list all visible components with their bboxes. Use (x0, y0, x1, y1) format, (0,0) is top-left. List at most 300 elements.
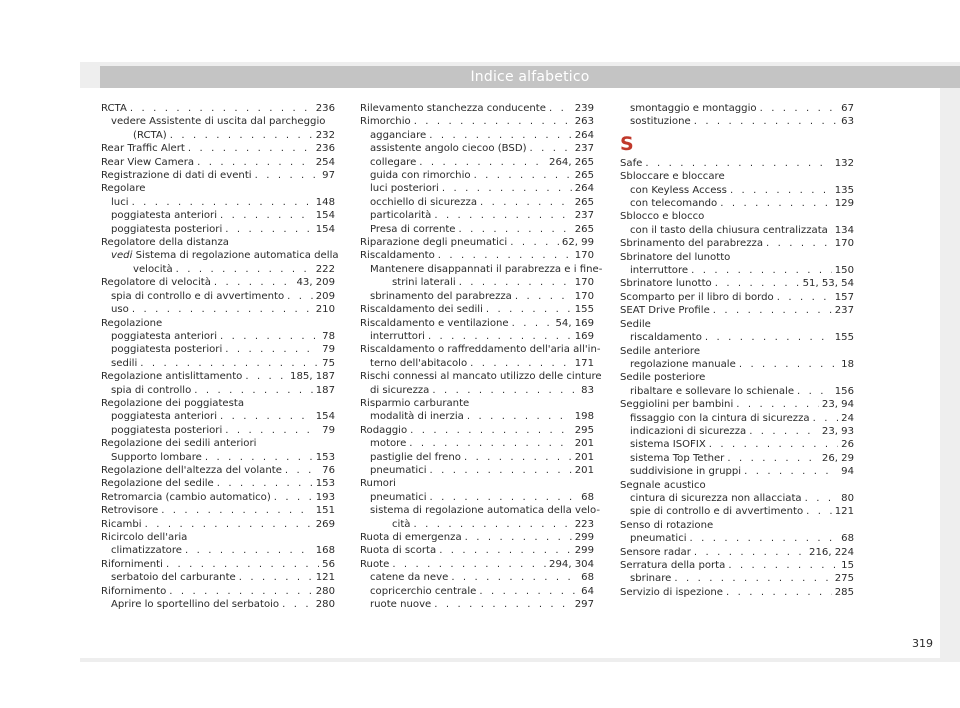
index-entry (620, 398, 854, 411)
entry-term: Serratura della porta (620, 560, 726, 571)
index-entry (101, 142, 335, 155)
entry-page: 237 (834, 305, 854, 317)
entry-page: 75 (322, 357, 335, 369)
index-entry (101, 518, 335, 531)
entry-page: 148 (315, 196, 335, 208)
entry-term: smontaggio e montaggio (630, 103, 757, 114)
dot-leader (419, 156, 546, 169)
entry-term: Servizio di ispezione (620, 586, 724, 598)
dot-leader (434, 598, 571, 611)
entry-page: 155 (834, 332, 854, 344)
entry-term: Rodaggio (360, 424, 408, 436)
entry-term: motore (370, 438, 407, 450)
entry-term: Ricircolo dell'aria (101, 532, 188, 543)
entry-page: 18 (841, 358, 854, 370)
index-entry (360, 276, 594, 289)
dot-leader (239, 571, 313, 584)
index-entry (620, 505, 854, 518)
index-entry (620, 559, 854, 572)
index-entry (101, 115, 335, 128)
entry-term: Seggiolini per bambini (620, 399, 734, 411)
index-entry (360, 343, 601, 356)
index-entry (101, 464, 335, 477)
dot-leader (285, 464, 319, 477)
entry-term: Regolatore di velocità (101, 277, 211, 289)
index-entry (101, 410, 335, 423)
index-entry (101, 156, 335, 169)
dot-leader (730, 184, 832, 197)
entry-term: RCTA (101, 103, 127, 114)
entry-term: Sedile posteriore (620, 372, 706, 384)
index-entry (101, 357, 335, 370)
entry-term: spia di controllo (111, 384, 192, 396)
entry-page: 185, 187 (290, 371, 335, 383)
entry-term: Riparazione degli pneumatici (360, 237, 508, 249)
index-entry (360, 437, 594, 450)
dot-leader (459, 223, 572, 236)
index-entry (101, 451, 335, 464)
index-entry (360, 169, 594, 182)
index-entry (101, 424, 335, 437)
dot-leader (806, 505, 832, 518)
entry-page: 223 (574, 518, 594, 530)
index-entry (360, 142, 594, 155)
index-entry (101, 236, 335, 249)
dot-leader (805, 492, 839, 505)
index-entry (620, 291, 854, 304)
dot-leader (220, 209, 313, 222)
entry-term: uso (111, 304, 129, 316)
entry-term: Rear View Camera (101, 156, 195, 168)
entry-term: Senso di rotazione (620, 519, 714, 531)
entry-term: sistema Top Tether (630, 452, 725, 464)
index-entry (360, 223, 594, 236)
dot-leader (197, 156, 313, 169)
entry-term: Ruota di scorta (360, 545, 437, 557)
dot-leader (474, 169, 572, 182)
entry-term: Regolazione del sedile (101, 478, 214, 490)
dot-leader (715, 277, 800, 290)
index-entry (101, 209, 335, 222)
entry-page: 67 (841, 103, 854, 114)
index-entry (360, 102, 594, 115)
entry-term: poggiatesta posteriori (111, 424, 223, 436)
entry-term: Sbloccare e bloccare (620, 171, 725, 183)
entry-term: occhiello di sicurezza (370, 196, 478, 208)
entry-page: 68 (581, 491, 594, 503)
entry-page: 264 (574, 129, 594, 141)
dot-leader (512, 317, 553, 330)
dot-leader (705, 331, 832, 344)
entry-page: 135 (834, 184, 854, 196)
dot-leader (797, 385, 832, 398)
entry-term: sbrinamento del parabrezza (370, 290, 512, 302)
index-entry (620, 358, 854, 371)
entry-page: 155 (574, 304, 594, 316)
entry-term: Riscaldamento o raffreddamento dell'aria all'in- (360, 344, 601, 356)
dot-leader (674, 572, 831, 585)
dot-leader (728, 559, 838, 572)
dot-leader (185, 544, 313, 557)
entry-term: interruttori (370, 330, 425, 342)
entry-page: 154 (315, 210, 335, 222)
entry-term: Ruote (360, 558, 390, 570)
index-entry (360, 236, 594, 249)
section-letter: S (620, 132, 634, 155)
dot-leader (170, 129, 313, 142)
entry-term: velocità (133, 263, 173, 275)
index-entry (620, 572, 854, 585)
entry-page: 153 (315, 478, 335, 490)
entry-page: 121 (834, 506, 854, 518)
entry-page: 269 (315, 518, 335, 530)
index-entry (101, 477, 335, 490)
dot-leader (414, 518, 572, 531)
entry-term: serbatoio del carburante (111, 572, 236, 584)
entry-page: 26 (841, 439, 854, 451)
entry-page: 170 (574, 290, 594, 302)
index-entry (360, 598, 594, 611)
entry-page: 236 (315, 103, 335, 114)
entry-page: 198 (574, 411, 594, 423)
entry-term: Rifornimenti (101, 558, 163, 570)
entry-page: 170 (834, 238, 854, 250)
entry-term: SEAT Drive Profile (620, 305, 710, 317)
index-column-3-entries (620, 157, 854, 599)
dot-leader (465, 531, 572, 544)
entry-page: 264 (574, 183, 594, 195)
dot-leader (691, 264, 832, 277)
index-entry (101, 585, 335, 598)
index-entry (360, 196, 594, 209)
entry-term: collegare (370, 156, 417, 168)
dot-leader (430, 491, 579, 504)
entry-page: 80 (841, 492, 854, 504)
entry-term: climatizzatore (111, 545, 182, 557)
entry-page: 201 (574, 464, 594, 476)
entry-page: 236 (315, 143, 335, 155)
dot-leader (205, 451, 313, 464)
entry-page: 169 (574, 330, 594, 342)
entry-page: 76 (322, 464, 335, 476)
entry-term: Regolazione (101, 317, 163, 329)
dot-leader (736, 398, 819, 411)
index-entry (620, 519, 854, 532)
entry-page: 97 (322, 170, 335, 182)
entry-page: 237 (574, 143, 594, 155)
entry-term: Regolazione antislittamento (101, 371, 243, 383)
entry-term: Retromarcia (cambio automatico) (101, 491, 271, 503)
entry-term: ruote nuove (370, 599, 432, 611)
entry-page: 23, 93 (821, 425, 854, 437)
entry-page: 265 (574, 170, 594, 182)
index-entry (620, 210, 854, 223)
index-entry (360, 156, 594, 169)
index-entry (620, 345, 854, 358)
entry-term: Regolatore della distanza (101, 237, 229, 249)
dot-leader (760, 102, 839, 115)
index-entry (360, 504, 600, 517)
entry-page: 275 (834, 573, 854, 585)
index-entry (620, 237, 854, 250)
entry-term: pneumatici (370, 464, 427, 476)
index-entry (620, 157, 854, 170)
entry-term-italic: vedi (111, 250, 133, 262)
dot-leader (434, 209, 571, 222)
entry-page: 237 (574, 210, 594, 222)
entry-page: 209 (315, 290, 335, 302)
index-entry (620, 304, 854, 317)
entry-term: Safe (620, 157, 643, 169)
entry-term-rest: Sistema di regolazione automatica della (132, 250, 339, 262)
entry-term: strini laterali (392, 277, 456, 289)
entry-term: poggiatesta posteriori (111, 344, 223, 356)
entry-term: cintura di sicurezza non allacciata (630, 492, 802, 504)
index-entry (360, 129, 594, 142)
entry-term: Sensore radar (620, 546, 691, 558)
index-entry (101, 169, 335, 182)
entry-page: 201 (574, 438, 594, 450)
index-entry (620, 184, 854, 197)
index-entry (620, 586, 854, 599)
index-entry (620, 197, 854, 210)
entry-term: Retrovisore (101, 505, 159, 517)
entry-term: Rischi connessi al mancato utilizzo delle cinture (360, 371, 602, 383)
entry-term: con telecomando (630, 198, 718, 210)
index-entry (360, 544, 594, 557)
entry-term: copricerchio centrale (370, 585, 477, 597)
index-entry (360, 451, 594, 464)
entry-term: assistente angolo ciecoo (BSD) (370, 143, 527, 155)
dot-leader (713, 304, 832, 317)
entry-page: 154 (315, 411, 335, 423)
dot-leader (392, 558, 546, 571)
entry-page: 64 (581, 585, 594, 597)
entry-term: Sbrinatore del lunotto (620, 251, 731, 263)
dot-leader (549, 102, 572, 115)
dot-leader (217, 477, 313, 490)
entry-term: spia di controllo e di avvertimento (111, 290, 285, 302)
entry-page: 121 (315, 572, 335, 584)
dot-leader (709, 438, 838, 451)
entry-term: pastiglie del freno (370, 451, 461, 463)
entry-term: (RCTA) (133, 129, 167, 141)
index-entry (620, 425, 854, 438)
index-entry (620, 251, 854, 264)
entry-term: catene da neve (370, 572, 449, 584)
entry-term: luci (111, 196, 129, 208)
dot-leader (225, 223, 312, 236)
index-entry (101, 343, 335, 356)
dot-leader (645, 157, 831, 170)
entry-page: 187 (315, 384, 335, 396)
entry-term: vedere Assistente di uscita dal parcheggio (111, 116, 326, 128)
entry-term: Sedile anteriore (620, 345, 701, 357)
dot-leader (245, 370, 287, 383)
index-entry (101, 276, 335, 289)
dot-leader (739, 358, 838, 371)
entry-term: cità (392, 518, 411, 530)
index-entry (101, 102, 335, 115)
entry-page: 23, 94 (821, 399, 854, 411)
index-entry (620, 546, 854, 559)
entry-term: Sbrinatore lunotto (620, 278, 712, 290)
dot-leader (161, 504, 313, 517)
entry-page: 280 (315, 599, 335, 611)
index-entry (360, 464, 594, 477)
index-entry (360, 263, 603, 276)
entry-page: 156 (834, 385, 854, 397)
index-entry (360, 384, 594, 397)
index-entry (101, 437, 335, 450)
entry-page: 56 (322, 558, 335, 570)
index-entry (360, 209, 594, 222)
entry-term: sedili (111, 357, 138, 369)
index-entry (620, 318, 854, 331)
index-entry (620, 264, 854, 277)
index-entry (360, 410, 594, 423)
index-entry (620, 465, 854, 478)
index-entry (101, 384, 335, 397)
dot-leader (282, 598, 313, 611)
entry-page: 222 (315, 263, 335, 275)
index-entry (620, 102, 854, 115)
dot-leader (694, 546, 806, 559)
entry-term: Segnale acustico (620, 479, 706, 491)
index-entry (360, 249, 594, 262)
entry-term: suddivisione in gruppi (630, 466, 742, 478)
entry-page: 26, 29 (821, 452, 854, 464)
entry-page: 68 (841, 533, 854, 545)
index-column-1 (101, 102, 339, 611)
index-entry (620, 412, 854, 425)
dot-leader (130, 102, 313, 115)
index-entry (360, 370, 602, 383)
index-entry (360, 558, 594, 571)
entry-term: Rimorchio (360, 116, 411, 128)
dot-leader (194, 384, 312, 397)
index-entry (360, 477, 594, 490)
entry-term: di sicurezza (370, 384, 430, 396)
dot-leader (510, 236, 559, 249)
entry-term: agganciare (370, 129, 427, 141)
entry-term: sistema ISOFIX (630, 439, 706, 451)
entry-term: Ricambi (101, 518, 142, 530)
entry-term: Rilevamento stanchezza conducente (360, 103, 546, 114)
dot-leader (220, 410, 313, 423)
dot-leader (530, 142, 572, 155)
entry-term: regolazione manuale (630, 358, 736, 370)
entry-page: 78 (322, 330, 335, 342)
entry-term: Ruota di emergenza (360, 532, 462, 543)
entry-page: 43, 209 (296, 277, 335, 289)
index-entry (101, 504, 335, 517)
entry-term: Rifornimento (101, 585, 167, 597)
entry-term: Regolare (101, 183, 146, 195)
index-entry (101, 263, 335, 276)
entry-term: Aprire lo sportellino del serbatoio (111, 599, 280, 611)
entry-term: riscaldamento (630, 332, 702, 344)
entry-term: fissaggio con la cintura di sicurezza (630, 412, 810, 424)
index-entry (360, 330, 594, 343)
entry-page: 132 (834, 157, 854, 169)
entry-term: particolarità (370, 210, 432, 222)
dot-leader (459, 276, 572, 289)
entry-page: 150 (834, 265, 854, 277)
entry-page: 216, 224 (809, 546, 854, 558)
entry-term: Riscaldamento dei sedili (360, 304, 483, 316)
entry-page: 129 (834, 198, 854, 210)
entry-page: 68 (581, 572, 594, 584)
entry-page: 151 (315, 505, 335, 517)
dot-leader (749, 425, 819, 438)
entry-page: 239 (574, 103, 594, 114)
entry-term: terno dell'abitacolo (370, 357, 468, 369)
entry-page: 299 (574, 532, 594, 543)
index-entry (101, 558, 335, 571)
index-entry (360, 115, 594, 128)
entry-term: modalità di inerzia (370, 411, 464, 423)
entry-term: indicazioni di sicurezza (630, 425, 747, 437)
entry-term: pneumatici (370, 491, 427, 503)
index-entry (101, 249, 339, 262)
dot-leader (140, 357, 319, 370)
entry-page: 153 (315, 451, 335, 463)
index-entry (360, 518, 594, 531)
index-entry (360, 317, 594, 330)
entry-page: 62, 99 (561, 237, 594, 249)
dot-leader (777, 291, 832, 304)
entry-page: 264, 265 (549, 156, 594, 168)
index-entry (360, 571, 594, 584)
index-entry (101, 531, 335, 544)
index-entry (101, 129, 335, 142)
index-entry (360, 290, 594, 303)
index-column-3 (620, 102, 854, 599)
entry-term: Sblocco e blocco (620, 211, 705, 223)
index-entry (360, 182, 594, 195)
entry-term: Registrazione di dati di eventi (101, 170, 252, 182)
dot-leader (442, 182, 572, 195)
dot-leader (287, 290, 313, 303)
dot-leader (438, 249, 572, 262)
dot-leader (214, 276, 294, 289)
entry-term: poggiatesta anteriori (111, 210, 217, 222)
dot-leader (274, 491, 313, 504)
index-entry (101, 303, 335, 316)
entry-term: ribaltare e sollevare lo schienale (630, 385, 795, 397)
index-entry (620, 170, 854, 183)
dot-leader (766, 237, 832, 250)
index-entry (620, 438, 854, 451)
index-entry (101, 182, 335, 195)
entry-term: Rumori (360, 478, 396, 490)
entry-term: spie di controllo e di avvertimento (630, 506, 804, 518)
entry-page: 299 (574, 545, 594, 557)
entry-page: 294, 304 (549, 558, 594, 570)
entry-term: con il tasto della chiusura centralizzata (630, 224, 828, 236)
entry-term: Presa di corrente (370, 223, 456, 235)
index-entry (360, 303, 594, 316)
entry-term: poggiatesta anteriori (111, 411, 217, 423)
dot-leader (225, 424, 319, 437)
dot-leader (480, 196, 572, 209)
index-entry (620, 331, 854, 344)
entry-term: Mantenere disappannati il parabrezza e i fine- (370, 263, 603, 275)
entry-term: Rear Traffic Alert (101, 143, 185, 155)
dot-leader (429, 129, 571, 142)
entry-page: 210 (315, 304, 335, 316)
